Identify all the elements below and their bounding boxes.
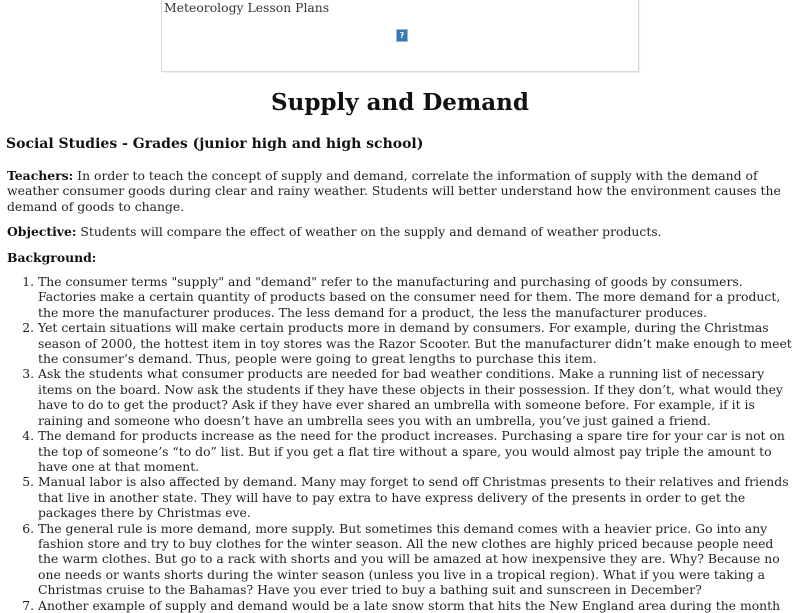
page-title: Supply and Demand bbox=[271, 89, 529, 116]
list-item: 2. Yet certain situations will make certain products more in demand by consumers. For example, during the Christmas season of 2000, the hottest item in toy stores was the Razor Scooter. But the manufacturer didn’t make enough to meet the consumer’s demand. Thus, people were going to great lengths to purchase this item. bbox=[38, 320, 793, 366]
teachers-label: Teachers: bbox=[7, 168, 74, 183]
background-list bbox=[7, 274, 793, 613]
list-item: 1. The consumer terms "supply" and "demand" refer to the manufacturing and purchasing of goods by consumers. Factories make a certain quantity of products based on the consumer need for them. The more demand for a product, the more the manufacturer produces. The less demand for a product, the less the manufacturer produces. bbox=[38, 274, 793, 320]
list-item: 7. Another example of supply and demand would be a late snow storm that hits the New England area during the month bbox=[38, 598, 793, 613]
banner-title: Meteorology Lesson Plans bbox=[164, 0, 330, 15]
lesson-content bbox=[7, 168, 793, 613]
lesson-plans-banner bbox=[161, 0, 639, 72]
background-heading: Background: bbox=[7, 249, 97, 265]
teachers-paragraph bbox=[7, 168, 793, 214]
list-item: 4. The demand for products increase as the need for the product increases. Purchasing a spare tire for your car is not on the top of someone’s “to do” list. But if you get a flat tire without a spare, you would almost pay triple the amount to have one at that moment. bbox=[38, 428, 793, 474]
objective-text: Students will compare the effect of weather on the supply and demand of weather products. bbox=[76, 224, 662, 240]
list-item: 3. Ask the students what consumer products are needed for bad weather conditions. Make a running list of necessary items on the board. Now ask the students if they have these objects in their possession. If they don’t, what would they have to do to get the product? Ask if they have ever shared an umbrella with someone before. For example, if it is raining and someone who doesn’t have an umbrella sees you with an umbrella, you’ve just gained a friend. bbox=[38, 366, 793, 428]
objective-label: Objective: bbox=[7, 224, 77, 240]
broken-image-icon[interactable]: ? bbox=[396, 29, 408, 42]
objective-paragraph bbox=[7, 224, 793, 239]
list-item: 5. Manual labor is also affected by demand. Many may forget to send off Christmas presents to their relatives and friends that live in another state. They will have to pay extra to have express delivery of the presents in order to get the packages there by Christmas eve. bbox=[38, 474, 793, 520]
teachers-text: In order to teach the concept of supply and demand, correlate the information of supply with the demand of weather consumer goods during clear and rainy weather. Students will better understand how the environment causes the demand of goods to change. bbox=[7, 168, 781, 214]
list-item: 6. The general rule is more demand, more supply. But sometimes this demand comes with a heavier price. Go into any fashion store and try to buy clothes for the winter season. All the new clothes are highly priced because people need the warm clothes. But go to a rack with shorts and you will be amazed at how inexpensive they are. Why? Because no one needs or wants shorts during the winter season (unless you live in a tropical region). What if you were taking a Christmas cruise to the Bahamas? Have you ever tried to buy a bathing suit and sunscreen in December? bbox=[38, 521, 793, 598]
page-subtitle: Social Studies - Grades (junior high and high school) bbox=[6, 136, 424, 152]
